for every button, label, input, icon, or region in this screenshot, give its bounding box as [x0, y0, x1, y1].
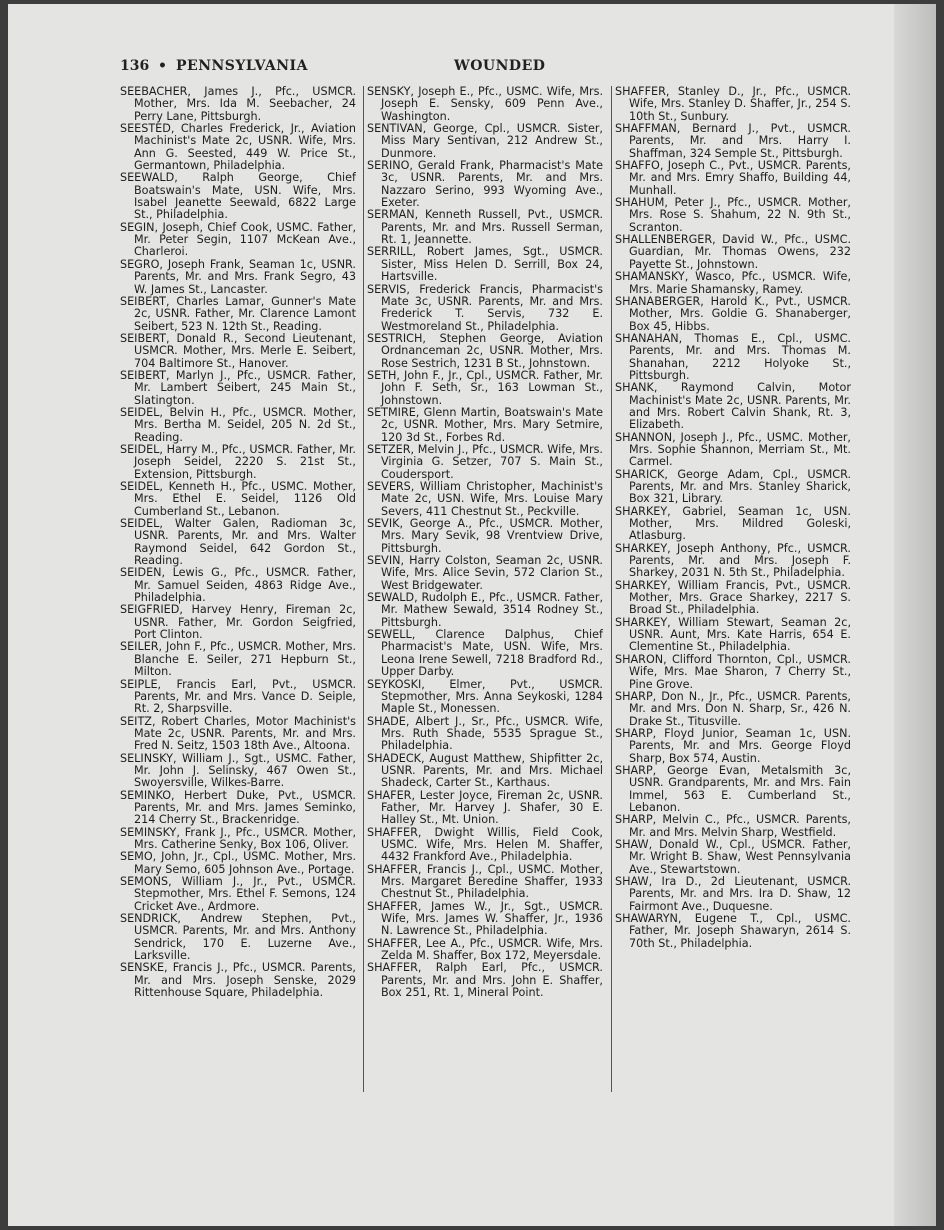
state-name: PENNSYLVANIA — [176, 58, 308, 74]
casualty-entry: SHANABERGER, Harold K., Pvt., USMCR. Mother, Mrs. Goldie G. Shanaberger, Box 45, Hibbs. — [615, 294, 851, 333]
casualty-entry: SENSKY, Joseph E., Pfc., USMC. Wife, Mrs. Joseph E. Sensky, 609 Penn Ave., Washington. — [367, 86, 603, 123]
casualty-entry: SEMONS, William J., Jr., Pvt., USMCR. Stepmother, Mrs. Ethel F. Semons, 124 Cricket Ave., Ardmore. — [120, 875, 356, 913]
casualty-entry: SENDRICK, Andrew Stephen, Pvt., USMCR. Parents, Mr. and Mrs. Anthony Sendrick, 170 E. Luzerne Ave., Larksville. — [120, 912, 356, 963]
casualty-entry: SEWELL, Clarence Dalphus, Chief Pharmacist's Mate, USN. Wife, Mrs. Leona Irene Sewell, 7218 Bradford Rd., Upper Darby. — [367, 628, 603, 679]
casualty-entry: SHAFER, Lester Joyce, Fireman 2c, USNR. Father, Mr. Harvey J. Shafer, 30 E. Halley St., Mt. Union. — [367, 788, 603, 827]
casualty-entry: SHARKEY, William Francis, Pvt., USMCR. Mother, Mrs. Grace Sharkey, 2217 S. Broad St., Philadelphia. — [615, 578, 851, 617]
casualty-entry: SEIDEL, Kenneth H., Pfc., USMC. Mother, Mrs. Ethel E. Seidel, 1126 Old Cumberland St., Lebanon. — [120, 480, 356, 518]
casualty-entry: SEWALD, Rudolph E., Pfc., USMCR. Father, Mr. Mathew Sewald, 3514 Rodney St., Pittsburgh. — [367, 591, 603, 629]
casualty-entry: SHAFFER, Ralph Earl, Pfc., USMCR. Parents, Mr. and Mrs. John E. Shaffer, Box 251, Rt. 1, Mineral Point. — [367, 961, 603, 1000]
casualty-entry: SEIDEN, Lewis G., Pfc., USMCR. Father, Mr. Samuel Seiden, 4863 Ridge Ave., Philadelphia. — [120, 566, 356, 605]
column-divider — [363, 86, 364, 1092]
casualty-entry: SHARKEY, William Stewart, Seaman 2c, USNR. Aunt, Mrs. Kate Harris, 654 E. Clementine St., Philadelphia. — [615, 615, 851, 654]
casualty-entry: SHAFFER, Francis J., Cpl., USMC. Mother, Mrs. Margaret Beredine Shaffer, 1933 Chestnut St., Philadelphia. — [367, 862, 603, 901]
casualty-entry: SHAHUM, Peter J., Pfc., USMCR. Mother, Mrs. Rose S. Shahum, 22 N. 9th St., Scranton. — [615, 196, 851, 234]
casualty-entry: SHARP, Melvin C., Pfc., USMCR. Parents, Mr. and Mrs. Melvin Sharp, Westfield. — [615, 813, 851, 839]
casualty-entry: SHARKEY, Gabriel, Seaman 1c, USN. Mother, Mrs. Mildred Goleski, Atlasburg. — [615, 504, 851, 543]
casualty-entry: SETMIRE, Glenn Martin, Boatswain's Mate 2c, USNR. Mother, Mrs. Mary Setmire, 120 3d St., Forbes Rd. — [367, 405, 603, 444]
casualty-entry: SHAFFER, Lee A., Pfc., USMCR. Wife, Mrs. Zelda M. Shaffer, Box 172, Meyersdale. — [367, 936, 603, 963]
casualty-entry: SEIBERT, Charles Lamar, Gunner's Mate 2c, USNR. Father, Mr. Clarence Lamont Seibert, 523 N. 12th St., Reading. — [120, 294, 356, 333]
casualty-entry: SHAW, Donald W., Cpl., USMCR. Father, Mr. Wright B. Shaw, West Pennsylvania Ave., Stewartstown. — [615, 837, 851, 876]
casualty-entry: SEIDEL, Belvin H., Pfc., USMCR. Mother, Mrs. Bertha M. Seidel, 205 N. 2d St., Reading. — [120, 405, 356, 444]
casualty-entry: SERVIS, Frederick Francis, Pharmacist's Mate 3c, USNR. Parents, Mr. and Mrs. Frederick T. Servis, 732 E. Westmoreland St., Philadelphia. — [367, 282, 603, 333]
casualty-entry: SEVIK, George A., Pfc., USMCR. Mother, Mrs. Mary Sevik, 98 Vrentview Drive, Pittsburgh. — [367, 517, 603, 555]
casualty-entry: SERMAN, Kenneth Russell, Pvt., USMCR. Parents, Mr. and Mrs. Russell Serman, Rt. 1, Jeannette. — [367, 208, 603, 247]
casualty-entry: SENTIVAN, George, Cpl., USMCR. Sister, Miss Mary Sentivan, 212 Andrew St., Dunmore. — [367, 122, 603, 160]
header-separator: • — [158, 58, 167, 74]
casualty-entry: SEMINKO, Herbert Duke, Pvt., USMCR. Parents, Mr. and Mrs. James Seminko, 214 Cherry St., Brackenridge. — [120, 788, 356, 827]
casualty-entry: SHAFFER, James W., Jr., Sgt., USMCR. Wife, Mrs. James W. Shaffer, Jr., 1936 N. Lawrence St., Philadelphia. — [367, 899, 603, 938]
casualty-entry: SETZER, Melvin J., Pfc., USMCR. Wife, Mrs. Virginia G. Setzer, 707 S. Main St., Coudersport. — [367, 442, 603, 481]
casualty-entry: SHAFFO, Joseph C., Pvt., USMCR. Parents, Mr. and Mrs. Emry Shaffo, Building 44, Munhall. — [615, 159, 851, 197]
casualty-entry: SEIDEL, Walter Galen, Radioman 3c, USNR. Parents, Mr. and Mrs. Walter Raymond Seidel, 642 Gordon St., Reading. — [120, 517, 356, 568]
casualty-entry: SHANAHAN, Thomas E., Cpl., USMC. Parents, Mr. and Mrs. Thomas M. Shanahan, 2212 Holyoke St., Pittsburgh. — [615, 331, 851, 382]
casualty-entry: SEIBERT, Marlyn J., Pfc., USMCR. Father, Mr. Lambert Seibert, 245 Main St., Slatington. — [120, 368, 356, 407]
casualty-entry: SERRILL, Robert James, Sgt., USMCR. Sister, Miss Helen D. Serrill, Box 24, Hartsville. — [367, 245, 603, 284]
casualty-entry: SERINO, Gerald Frank, Pharmacist's Mate 3c, USNR. Parents, Mr. and Mrs. Nazzaro Serino, 993 Wyoming Ave., Exeter. — [367, 159, 603, 210]
casualty-entry: SEVERS, William Christopher, Machinist's Mate 2c, USN. Wife, Mrs. Louise Mary Severs, 411 Chestnut St., Peckville. — [367, 480, 603, 518]
page-number: 136 — [120, 58, 150, 74]
casualty-entry: SEILER, John F., Pfc., USMCR. Mother, Mrs. Blanche E. Seiler, 271 Hepburn St., Milton. — [120, 640, 356, 679]
casualty-entry: SEVIN, Harry Colston, Seaman 2c, USNR. Wife, Mrs. Alice Sevin, 572 Clarion St., West Bridgewater. — [367, 554, 603, 592]
casualty-entry: SEGIN, Joseph, Chief Cook, USMC. Father, Mr. Peter Segin, 1107 McKean Ave., Charleroi. — [120, 220, 356, 259]
casualty-entry: SESTRICH, Stephen George, Aviation Ordnanceman 2c, USNR. Mother, Mrs. Rose Sestrich, 1231 B St., Johnstown. — [367, 331, 603, 370]
casualty-entry: SHARP, Don N., Jr., Pfc., USMCR. Parents, Mr. and Mrs. Don N. Sharp, Sr., 426 N. Drake St., Titusville. — [615, 689, 851, 728]
casualty-entry: SEYKOSKI, Elmer, Pvt., USMCR. Stepmother, Mrs. Anna Seykoski, 1284 Maple St., Monessen. — [367, 677, 603, 716]
casualty-entry: SHAMANSKY, Wasco, Pfc., USMCR. Wife, Mrs. Marie Shamansky, Ramey. — [615, 270, 851, 296]
casualty-entry: SEESTED, Charles Frederick, Jr., Aviation Machinist's Mate 2c, USNR. Wife, Mrs. Ann G. Seested, 449 W. Price St., Germantown, Philadelphia. — [120, 122, 356, 173]
column-divider — [611, 86, 612, 1092]
casualty-entry: SHAWARYN, Eugene T., Cpl., USMC. Father, Mr. Joseph Shawaryn, 2614 S. 70th St., Philadelphia. — [615, 912, 851, 950]
casualty-entry: SEEWALD, Ralph George, Chief Boatswain's Mate, USN. Wife, Mrs. Isabel Jeanette Seewald, 6822 Large St., Philadelphia. — [120, 171, 356, 222]
casualty-entry: SHAFFMAN, Bernard J., Pvt., USMCR. Parents, Mr. and Mrs. Harry I. Shaffman, 324 Semple St., Pittsburgh. — [615, 122, 851, 160]
casualty-entry: SHAFFER, Stanley D., Jr., Pfc., USMCR. Wife, Mrs. Stanley D. Shaffer, Jr., 254 S. 10th St., Sunbury. — [615, 86, 851, 123]
casualty-entry: SEGRO, Joseph Frank, Seaman 1c, USNR. Parents, Mr. and Mrs. Frank Segro, 43 W. James St., Lancaster. — [120, 257, 356, 296]
casualty-entry: SEMO, John, Jr., Cpl., USMC. Mother, Mrs. Mary Semo, 605 Johnson Ave., Portage. — [120, 850, 356, 876]
casualty-entry: SETH, John F., Jr., Cpl., USMCR. Father, Mr. John F. Seth, Sr., 163 Lowman St., Johnstown. — [367, 368, 603, 407]
casualty-entry: SHANNON, Joseph J., Pfc., USMC. Mother, Mrs. Sophie Shannon, Merriam St., Mt. Carmel. — [615, 430, 851, 469]
casualty-entry: SHADE, Albert J., Sr., Pfc., USMCR. Wife, Mrs. Ruth Shade, 5535 Sprague St., Philadelphia. — [367, 714, 603, 753]
casualty-entry: SEIGFRIED, Harvey Henry, Fireman 2c, USNR. Father, Mr. Gordon Seigfried, Port Clinton. — [120, 603, 356, 642]
document-page — [8, 4, 936, 1226]
column-3 — [615, 86, 851, 1096]
casualty-entry: SEIPLE, Francis Earl, Pvt., USMCR. Parents, Mr. and Mrs. Vance D. Seiple, Rt. 2, Sharpsville. — [120, 677, 356, 716]
casualty-entry: SHANK, Raymond Calvin, Motor Machinist's Mate 2c, USNR. Parents, Mr. and Mrs. Robert Calvin Shank, Rt. 3, Elizabeth. — [615, 381, 851, 432]
casualty-entry: SHADECK, August Matthew, Shipfitter 2c, USNR. Parents, Mr. and Mrs. Michael Shadeck, Carter St., Karthaus. — [367, 751, 603, 790]
casualty-entry: SHARP, Floyd Junior, Seaman 1c, USN. Parents, Mr. and Mrs. George Floyd Sharp, Box 574, Austin. — [615, 726, 851, 765]
casualty-entry: SHARON, Clifford Thornton, Cpl., USMCR. Wife, Mrs. Mae Sharon, 7 Cherry St., Pine Grove. — [615, 652, 851, 691]
casualty-entry: SHALLENBERGER, David W., Pfc., USMC. Guardian, Mr. Thomas Owens, 232 Payette St., Johnstown. — [615, 233, 851, 271]
casualty-entry: SHAFFER, Dwight Willis, Field Cook, USMC. Wife, Mrs. Helen M. Shaffer, 4432 Frankford Ave., Philadelphia. — [367, 825, 603, 864]
casualty-entry: SHAW, Ira D., 2d Lieutenant, USMCR. Parents, Mr. and Mrs. Ira D. Shaw, 12 Fairmont Ave., Duquesne. — [615, 875, 851, 913]
page-header — [120, 58, 868, 78]
casualty-entry: SEEBACHER, James J., Pfc., USMCR. Mother, Mrs. Ida M. Seebacher, 24 Perry Lane, Pittsburgh. — [120, 86, 356, 123]
page-edge-shadow — [894, 4, 936, 1226]
casualty-entry: SEMINSKY, Frank J., Pfc., USMCR. Mother, Mrs. Catherine Senky, Box 106, Oliver. — [120, 825, 356, 851]
column-2 — [367, 86, 603, 1096]
casualty-entry: SHARP, George Evan, Metalsmith 3c, USNR. Grandparents, Mr. and Mrs. Fain Immel, 563 E. Cumberland St., Lebanon. — [615, 763, 851, 814]
casualty-entry: SHARKEY, Joseph Anthony, Pfc., USMCR. Parents, Mr. and Mrs. Joseph F. Sharkey, 2031 N. 5th St., Philadelphia. — [615, 541, 851, 580]
casualty-entry: SEIDEL, Harry M., Pfc., USMCR. Father, Mr. Joseph Seidel, 2220 S. 21st St., Extension, Pittsburgh. — [120, 442, 356, 481]
casualty-category: WOUNDED — [454, 58, 546, 74]
column-1 — [120, 86, 356, 1096]
casualty-entry: SEITZ, Robert Charles, Motor Machinist's Mate 2c, USNR. Parents, Mr. and Mrs. Fred N. Seitz, 1503 18th Ave., Altoona. — [120, 714, 356, 753]
casualty-entry: SENSKE, Francis J., Pfc., USMCR. Parents, Mr. and Mrs. Joseph Senske, 2029 Rittenhouse Square, Philadelphia. — [120, 961, 356, 1000]
casualty-entry: SELINSKY, William J., Sgt., USMC. Father, Mr. John J. Selinsky, 467 Owen St., Swoyersville, Wilkes-Barre. — [120, 751, 356, 790]
casualty-entry: SHARICK, George Adam, Cpl., USMCR. Parents, Mr. and Mrs. Stanley Sharick, Box 321, Library. — [615, 467, 851, 506]
casualty-entry: SEIBERT, Donald R., Second Lieutenant, USMCR. Mother, Mrs. Merle E. Seibert, 704 Baltimore St., Hanover. — [120, 331, 356, 370]
